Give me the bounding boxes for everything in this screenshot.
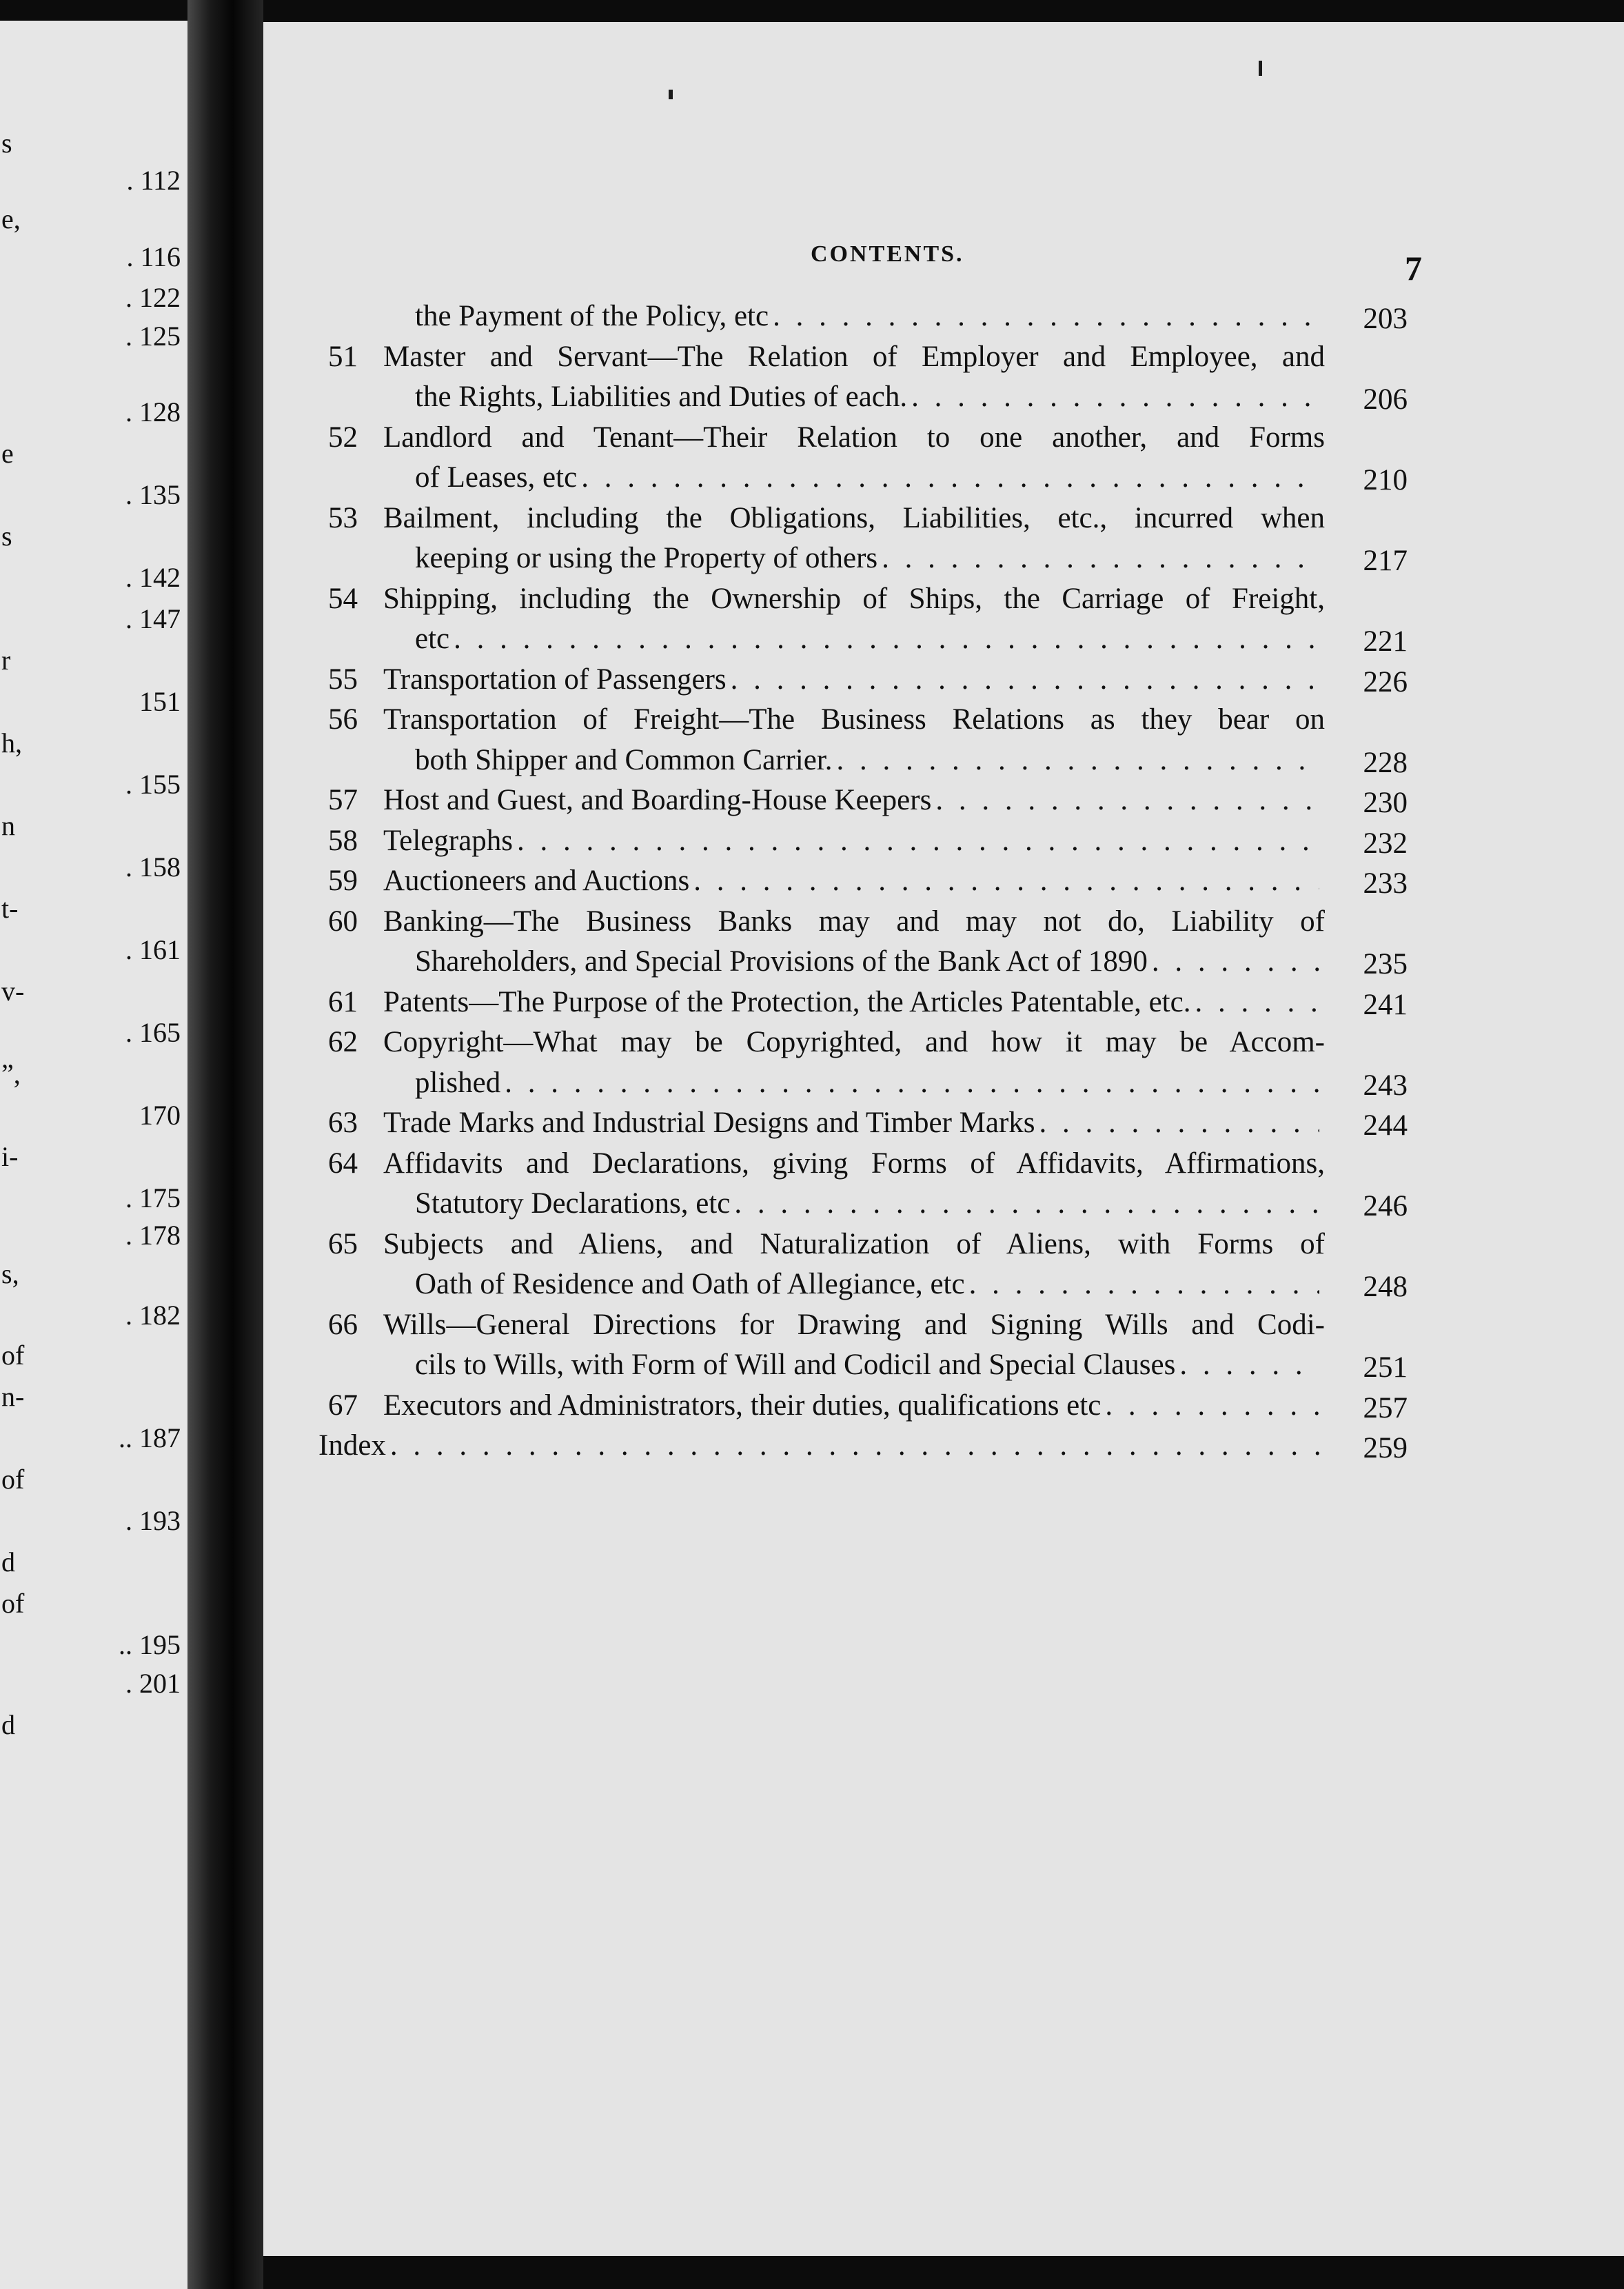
chapter-title-line: Master and Servant—The Relation of Employer and Employee, and [383, 340, 1325, 373]
chapter-title-line: the Payment of the Policy, etc [415, 300, 769, 332]
page-ref: 230 [1363, 787, 1408, 819]
toc-line [318, 780, 1408, 821]
chapter-title-line: Telegraphs [383, 824, 514, 857]
chapter-number: 65 [328, 1227, 358, 1260]
previous-page-fragment: .. 187 [119, 1422, 181, 1453]
toc-entry [318, 660, 1408, 700]
chapter-title-line: Auctioneers and Auctions [383, 865, 690, 897]
toc-line [318, 821, 1408, 862]
toc-line [318, 1305, 1408, 1346]
chapter-title-line: Shareholders, and Special Provisions of the Bank Act of 1890 [415, 945, 1148, 978]
previous-page-fragment: . 178 [125, 1220, 181, 1251]
previous-page-fragment: . 135 [125, 479, 181, 510]
toc-line [318, 1184, 1408, 1224]
toc-entry [318, 418, 1408, 498]
toc-line [318, 1426, 1408, 1466]
toc-entry [318, 498, 1408, 579]
chapter-number: 53 [328, 501, 358, 534]
dot-leader [454, 619, 1319, 660]
chapter-title-line: Copyright—What may be Copyrighted, and how it may be Accom- [383, 1026, 1325, 1058]
page-ref: 259 [1363, 1432, 1408, 1464]
dot-leader [517, 821, 1319, 862]
previous-page-fragment: . 147 [125, 603, 181, 634]
toc-line [318, 458, 1408, 498]
dot-leader [1152, 942, 1319, 982]
toc-line [318, 1345, 1408, 1386]
previous-page-fragment: h, [1, 727, 22, 758]
toc-line [318, 1103, 1408, 1144]
chapter-number: 64 [328, 1147, 358, 1180]
toc-entry [318, 1386, 1408, 1426]
previous-page-fragment: 151 [139, 686, 181, 717]
previous-page-fragment: . 165 [125, 1017, 181, 1048]
contents-page [263, 22, 1624, 2256]
toc-entry [318, 1144, 1408, 1224]
print-speck [1259, 61, 1262, 76]
previous-page-fragment: . 122 [125, 282, 181, 313]
dot-leader [911, 377, 1319, 418]
toc-entry [318, 700, 1408, 780]
chapter-number: 57 [328, 784, 358, 816]
toc-line [318, 1144, 1408, 1184]
chapter-title-line: Host and Guest, and Boarding-House Keepers [383, 784, 932, 816]
previous-page-fragment: . 116 [126, 241, 181, 272]
previous-page-fragment: . 155 [125, 769, 181, 800]
toc-line [318, 861, 1408, 902]
dot-leader [1179, 1345, 1319, 1386]
toc-entry [318, 296, 1408, 337]
chapter-title-line: etc [415, 623, 450, 655]
previous-page-fragment: n- [1, 1381, 25, 1412]
previous-page-fragment: t- [1, 893, 19, 924]
page-ref: 248 [1363, 1271, 1408, 1303]
dot-leader [837, 740, 1319, 781]
toc-line [318, 418, 1408, 458]
dot-leader [1039, 1103, 1319, 1144]
previous-page-fragment: . 161 [125, 934, 181, 965]
chapter-number: 63 [328, 1107, 358, 1139]
toc-entry [318, 821, 1408, 862]
chapter-title-line: plished [415, 1066, 501, 1099]
book-gutter [187, 0, 263, 2289]
page-ref: 228 [1363, 746, 1408, 779]
page-ref: 206 [1363, 383, 1408, 416]
chapter-title-line: Executors and Administrators, their duties, qualifications etc [383, 1389, 1102, 1422]
toc-line [318, 942, 1408, 982]
previous-page-fragment: . 142 [125, 562, 181, 593]
chapter-number: 52 [328, 421, 358, 454]
toc-line [318, 538, 1408, 579]
chapter-number: 61 [328, 985, 358, 1018]
chapter-title-line: Banking—The Business Banks may and may not do, Liability of [383, 905, 1325, 938]
toc-line [318, 296, 1408, 337]
page-ref: 232 [1363, 827, 1408, 860]
page-ref: 233 [1363, 867, 1408, 900]
chapter-title-line: Statutory Declarations, etc [415, 1187, 731, 1220]
toc-line [318, 1063, 1408, 1104]
previous-page-fragment: of [1, 1464, 25, 1495]
previous-page-fragment: of [1, 1340, 25, 1371]
previous-page-fragment: s [1, 128, 12, 159]
previous-page-fragment: . 201 [125, 1668, 181, 1699]
page-ref: 221 [1363, 625, 1408, 658]
dot-leader [773, 296, 1319, 337]
page-ref: 246 [1363, 1190, 1408, 1222]
toc-line [318, 1224, 1408, 1265]
chapter-title-line: Transportation of Freight—The Business Relations as they bear on [383, 703, 1325, 736]
dot-leader [1195, 982, 1319, 1023]
table-of-contents [318, 296, 1408, 1466]
toc-entry [318, 982, 1408, 1023]
toc-entry [318, 1305, 1408, 1386]
dot-leader [731, 660, 1319, 700]
chapter-title-line: Landlord and Tenant—Their Relation to one another, and Forms [383, 421, 1325, 454]
previous-page-fragment: . 112 [126, 165, 181, 196]
dot-leader [969, 1264, 1319, 1305]
chapter-number: 66 [328, 1308, 358, 1341]
chapter-title-line: Wills—General Directions for Drawing and Signing Wills and Codi- [383, 1308, 1325, 1341]
chapter-number: 62 [328, 1026, 358, 1058]
toc-line [318, 579, 1408, 620]
dot-leader [505, 1063, 1319, 1104]
page-ref: 241 [1363, 988, 1408, 1021]
toc-entry [318, 1426, 1408, 1466]
previous-page-fragment: d [1, 1709, 15, 1740]
dot-leader [935, 780, 1319, 821]
chapter-title-line: Subjects and Aliens, and Naturalization of Aliens, with Forms of [383, 1227, 1325, 1260]
toc-line [318, 660, 1408, 700]
page-ref: 251 [1363, 1351, 1408, 1384]
previous-page-fragment: . 193 [125, 1505, 181, 1536]
toc-line [318, 619, 1408, 660]
previous-page-fragment: v- [1, 976, 25, 1007]
chapter-title-line: Shipping, including the Ownership of Ships, the Carriage of Freight, [383, 582, 1325, 615]
previous-page-fragment: r [1, 645, 11, 676]
previous-page-fragment: d [1, 1546, 15, 1577]
toc-entry [318, 1022, 1408, 1103]
toc-line [318, 337, 1408, 378]
page-ref: 210 [1363, 464, 1408, 496]
chapter-number: 58 [328, 824, 358, 857]
previous-page-fragment: s, [1, 1258, 19, 1289]
toc-line [318, 740, 1408, 781]
previous-page-fragment: . 128 [125, 396, 181, 427]
page-ref: 226 [1363, 665, 1408, 698]
chapter-title-line: of Leases, etc [415, 461, 578, 494]
chapter-number: 60 [328, 905, 358, 938]
toc-line [318, 982, 1408, 1023]
chapter-title-line: keeping or using the Property of others [415, 542, 878, 574]
print-speck [669, 90, 673, 99]
toc-line [318, 377, 1408, 418]
chapter-title-line: both Shipper and Common Carrier. [415, 743, 833, 776]
running-title: CONTENTS. [811, 241, 964, 267]
toc-line [318, 1386, 1408, 1426]
dot-leader [390, 1426, 1319, 1466]
chapter-number: 56 [328, 703, 358, 736]
toc-line [318, 498, 1408, 539]
toc-entry [318, 1224, 1408, 1305]
page-ref: 244 [1363, 1109, 1408, 1142]
previous-page-fragment: of [1, 1588, 25, 1619]
dot-leader [1105, 1386, 1319, 1426]
previous-page-fragment: e, [1, 203, 21, 234]
previous-page-fragment: s [1, 521, 12, 552]
toc-line [318, 902, 1408, 942]
chapter-title-line: Bailment, including the Obligations, Liabilities, etc., incurred when [383, 501, 1325, 534]
page-number: 7 [1405, 249, 1422, 288]
previous-page-fragment: ”, [1, 1058, 21, 1089]
dot-leader [882, 538, 1319, 579]
toc-line [318, 700, 1408, 740]
dot-leader [693, 861, 1319, 902]
toc-line [318, 1022, 1408, 1063]
toc-entry [318, 861, 1408, 902]
toc-line [318, 1264, 1408, 1305]
previous-page-fragment: . 182 [125, 1300, 181, 1331]
chapter-title-line: Index [318, 1429, 386, 1462]
chapter-number: 67 [328, 1389, 358, 1422]
chapter-title-line: Transportation of Passengers [383, 663, 727, 696]
chapter-title-line: Affidavits and Declarations, giving Forms of Affidavits, Affirmations, [383, 1147, 1325, 1180]
chapter-number: 51 [328, 340, 358, 373]
previous-page-fragment: e [1, 438, 14, 469]
previous-page-fragment: . 158 [125, 851, 181, 883]
toc-entry [318, 1103, 1408, 1144]
page-ref: 203 [1363, 303, 1408, 335]
previous-page-fragment: . 125 [125, 321, 181, 352]
chapter-number: 54 [328, 582, 358, 615]
toc-entry [318, 902, 1408, 982]
previous-page-edge [0, 21, 187, 2289]
previous-page-fragments [0, 21, 187, 2289]
chapter-number: 55 [328, 663, 358, 696]
previous-page-fragment: n [1, 810, 15, 841]
page-ref: 243 [1363, 1069, 1408, 1102]
chapter-title-line: Trade Marks and Industrial Designs and Timber Marks [383, 1107, 1035, 1139]
chapter-title-line: the Rights, Liabilities and Duties of each. [415, 381, 908, 413]
chapter-title-line: cils to Wills, with Form of Will and Codicil and Special Clauses [415, 1349, 1176, 1381]
page-ref: 235 [1363, 948, 1408, 980]
previous-page-fragment: . 175 [125, 1182, 181, 1213]
chapter-title-line: Patents—The Purpose of the Protection, the Articles Patentable, etc. [383, 985, 1191, 1018]
page-ref: 257 [1363, 1391, 1408, 1424]
dot-leader [734, 1184, 1319, 1224]
toc-entry [318, 337, 1408, 418]
toc-entry [318, 780, 1408, 821]
dot-leader [581, 458, 1319, 498]
page-ref: 217 [1363, 545, 1408, 577]
previous-page-fragment: i- [1, 1141, 19, 1172]
previous-page-fragment: .. 195 [119, 1629, 181, 1660]
previous-page-fragment: 170 [139, 1100, 181, 1131]
toc-entry [318, 579, 1408, 660]
chapter-number: 59 [328, 865, 358, 897]
chapter-title-line: Oath of Residence and Oath of Allegiance, etc [415, 1268, 965, 1300]
